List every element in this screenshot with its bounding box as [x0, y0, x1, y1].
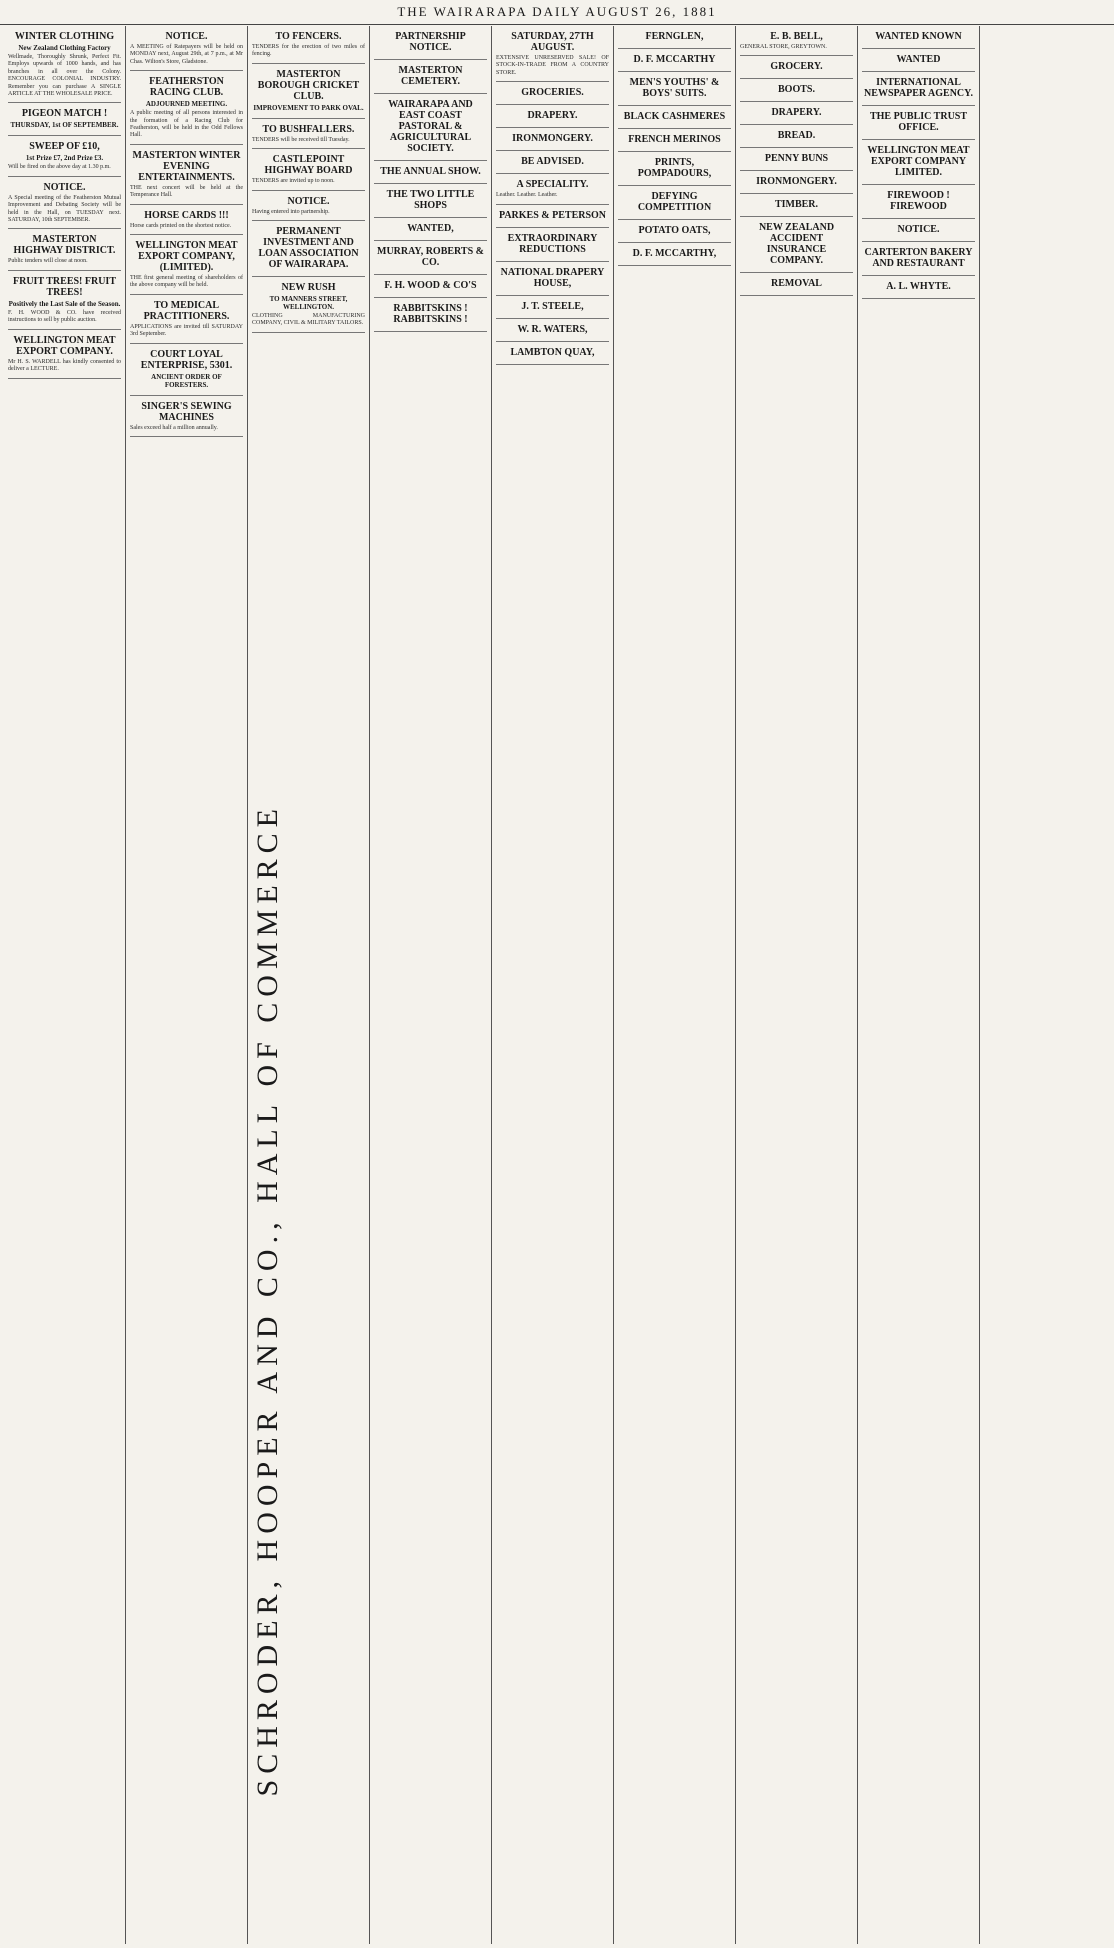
advertisement: [374, 277, 487, 298]
advertisement: [252, 151, 365, 190]
ad-title: WANTED,: [407, 223, 454, 234]
advertisement: [130, 28, 243, 71]
ad-title: MURRAY, ROBERTS & CO.: [377, 246, 484, 268]
advertisement: [374, 186, 487, 218]
advertisement: [252, 28, 365, 64]
advertisement: [618, 222, 731, 243]
column-7: [736, 26, 858, 1944]
advertisement: [862, 278, 975, 299]
ad-title: J. T. STEELE,: [521, 300, 584, 312]
advertisement: [374, 300, 487, 332]
advertisement: [252, 279, 365, 333]
masthead: THE WAIRARAPA DAILY AUGUST 26, 1881: [0, 0, 1114, 25]
advertisement: [740, 58, 853, 79]
ad-title: TO FENCERS.: [275, 31, 342, 42]
column-4: [370, 26, 492, 1944]
ad-body: Horse cards printed on the shortest notice.: [130, 222, 232, 229]
ad-title: WELLINGTON MEAT EXPORT COMPANY LIMITED.: [867, 145, 970, 178]
advertisement: [496, 153, 609, 174]
ad-title: TO BUSHFALLERS.: [262, 123, 355, 135]
ad-subtitle: ADJOURNED MEETING.: [145, 100, 228, 109]
advertisement: [862, 244, 975, 276]
ad-title: BE ADVISED.: [521, 156, 584, 168]
ad-title: NOTICE.: [897, 224, 940, 235]
ad-title: MASTERTON BOROUGH CRICKET CLUB.: [257, 68, 360, 102]
ad-title: PRINTS, POMPADOURS,: [637, 157, 712, 179]
ad-title: PARTNERSHIP NOTICE.: [395, 31, 466, 53]
ad-title: NOTICE.: [43, 181, 86, 193]
ad-body: Mr H. S. WARDELL has kindly consented to deliver a LECTURE.: [8, 358, 121, 373]
columns: [4, 26, 1110, 1944]
advertisement: [862, 221, 975, 242]
ad-subtitle: IMPROVEMENT TO PARK OVAL.: [253, 103, 364, 112]
ad-body: Public tenders will close at noon.: [8, 258, 88, 265]
vertical-banner-text: SCHRODER, HOOPER AND CO., HALL OF COMMERCE: [251, 803, 284, 1797]
ad-body: Leather. Leather. Leather.: [496, 192, 558, 199]
ad-body: A public meeting of all persons interested in the formation of a Racing Club for Featherston, will be held in the Odd Fellows Hall.: [130, 110, 243, 139]
ad-title: CASTLEPOINT HIGHWAY BOARD: [264, 154, 353, 177]
ad-title: TIMBER.: [774, 199, 819, 211]
ad-title: NATIONAL DRAPERY HOUSE,: [500, 266, 605, 289]
ad-title: FEATHERSTON RACING CLUB.: [149, 76, 224, 99]
advertisement: [8, 28, 121, 103]
advertisement: [8, 273, 121, 330]
ad-title: IRONMONGERY.: [756, 176, 837, 188]
column-8: [858, 26, 980, 1944]
ad-title: DRAPERY.: [527, 110, 578, 122]
advertisement: [618, 188, 731, 220]
advertisement: [740, 81, 853, 102]
advertisement: [862, 28, 975, 49]
advertisement: [496, 84, 609, 105]
advertisement: [618, 28, 731, 49]
advertisement: [740, 28, 853, 56]
advertisement: [130, 237, 243, 295]
advertisement: [496, 264, 609, 296]
ad-title: THE PUBLIC TRUST OFFICE.: [869, 111, 968, 133]
advertisement: [374, 28, 487, 60]
ad-body: APPLICATIONS are invited till SATURDAY 3rd September.: [130, 323, 243, 338]
ad-title: PERMANENT INVESTMENT AND LOAN ASSOCIATION OF WAIRARAPA.: [258, 226, 359, 271]
advertisement: [496, 28, 609, 82]
advertisement: [740, 104, 853, 125]
advertisement: [374, 243, 487, 275]
vertical-banner: [248, 700, 288, 1900]
ad-title: COURT LOYAL ENTERPRISE, 5301.: [140, 348, 233, 371]
ad-title: POTATO OATS,: [638, 225, 711, 236]
ad-title: DRAPERY.: [771, 107, 822, 119]
ad-title: HORSE CARDS !!!: [144, 209, 229, 221]
ad-title: BLACK CASHMERES: [623, 111, 726, 122]
ad-subtitle: ANCIENT ORDER OF FORESTERS.: [151, 372, 222, 389]
column-2: [126, 26, 248, 1944]
ad-body: Having entered into partnership.: [252, 208, 330, 215]
advertisement: [252, 66, 365, 119]
ad-title: F. H. WOOD & CO'S: [384, 280, 477, 291]
ad-title: SINGER'S SEWING MACHINES: [141, 400, 232, 423]
advertisement: [862, 142, 975, 185]
ad-title: A. L. WHYTE.: [886, 281, 951, 292]
advertisement: [252, 193, 365, 221]
ad-body: THE first general meeting of shareholders of the above company will be held.: [130, 275, 243, 289]
ad-subtitle: New Zealand Clothing Factory: [18, 44, 111, 52]
advertisement: [740, 275, 853, 296]
advertisement: [496, 321, 609, 342]
ad-title: MASTERTON WINTER EVENING ENTERTAINMENTS.: [132, 149, 241, 183]
advertisement: [618, 131, 731, 152]
ad-title: PENNY BUNS: [764, 153, 829, 165]
advertisement: [496, 176, 609, 204]
advertisement: [8, 231, 121, 270]
advertisement: [374, 163, 487, 184]
ad-body: Wellmade, Thoroughly Shrunk, Perfect Fit. Employs upwards of 1000 hands, and has branches in all over the Colony. ENCOURAGE COLONIAL INDUSTRY. Remember you can purchase A SINGLE ARTICLE AT THE WHOLESALE PRICE.: [8, 54, 121, 98]
ad-title: FRUIT TREES! FRUIT TREES!: [13, 275, 116, 298]
ad-title: IRONMONGERY.: [512, 133, 593, 145]
ad-title: INTERNATIONAL NEWSPAPER AGENCY.: [864, 77, 973, 99]
advertisement: [740, 219, 853, 273]
ad-title: THE TWO LITTLE SHOPS: [386, 189, 475, 211]
ad-title: MEN'S YOUTHS' & BOYS' SUITS.: [629, 77, 720, 99]
ad-title: GROCERIES.: [521, 87, 584, 99]
ad-body: GENERAL STORE, GREYTOWN.: [740, 44, 827, 50]
advertisement: [8, 179, 121, 230]
ad-title: NEW ZEALAND ACCIDENT INSURANCE COMPANY.: [758, 222, 835, 267]
ad-title: WANTED: [896, 54, 941, 65]
advertisement: [740, 173, 853, 194]
ad-title: PIGEON MATCH !: [21, 108, 108, 120]
ad-subtitle: THURSDAY, 1st OF SEPTEMBER.: [10, 121, 119, 130]
advertisement: [496, 298, 609, 319]
ad-title: FIREWOOD ! FIREWOOD: [887, 190, 950, 212]
column-6: [614, 26, 736, 1944]
advertisement: [618, 74, 731, 106]
ad-body: Sales exceed half a million annually.: [130, 424, 218, 431]
ad-title: WELLINGTON MEAT EXPORT COMPANY, (LIMITED).: [135, 240, 238, 274]
advertisement: [496, 207, 609, 228]
advertisement: [374, 220, 487, 241]
ad-title: D. F. MCCARTHY,: [632, 248, 717, 259]
ad-body: A MEETING of Ratepayers will be held on MONDAY next, August 29th, at 7 p.m., at Mr Chas. Wilton's Store, Gladstone.: [130, 44, 243, 65]
ad-subtitle: 1st Prize £7, 2nd Prize £3.: [25, 154, 104, 163]
advertisement: [862, 108, 975, 140]
advertisement: [618, 245, 731, 266]
ad-title: REMOVAL: [771, 278, 822, 290]
advertisement: [130, 207, 243, 235]
advertisement: [130, 346, 243, 396]
ad-title: BOOTS.: [778, 84, 815, 96]
ad-title: LAMBTON QUAY,: [510, 346, 595, 358]
ad-title: WINTER CLOTHING: [14, 31, 115, 42]
ad-title: MASTERTON HIGHWAY DISTRICT.: [13, 234, 116, 257]
advertisement: [130, 147, 243, 205]
advertisement: [740, 127, 853, 148]
ad-body: Will be fired on the above day at 1.30 p.m.: [8, 164, 111, 171]
ad-subtitle: TO MANNERS STREET, WELLINGTON.: [269, 295, 348, 312]
ad-body: THE next concert will be held at the Temperance Hall.: [130, 184, 243, 199]
ad-body: TENDERS will be received till Tuesday.: [252, 136, 350, 143]
advertisement: [618, 51, 731, 72]
advertisement: [862, 51, 975, 72]
ad-title: FRENCH MERINOS: [628, 134, 721, 145]
ad-title: SWEEP OF £10,: [29, 141, 100, 153]
ad-subtitle: Positively the Last Sale of the Season.: [8, 299, 121, 308]
ad-body: TENDERS for the erection of two miles of fencing.: [252, 44, 365, 58]
ad-title: WELLINGTON MEAT EXPORT COMPANY.: [13, 334, 116, 357]
column-9: [980, 26, 1102, 1944]
ad-title: NOTICE.: [165, 31, 208, 42]
advertisement: [8, 105, 121, 136]
ad-title: THE ANNUAL SHOW.: [380, 166, 481, 177]
ad-title: W. R. WATERS,: [517, 323, 588, 335]
ad-body: CLOTHING MANUFACTURING COMPANY, CIVIL & MILITARY TAILORS.: [252, 313, 365, 327]
advertisement: [862, 187, 975, 219]
advertisement: [130, 73, 243, 145]
ad-title: FERNGLEN,: [645, 31, 704, 42]
ad-title: TO MEDICAL PRACTITIONERS.: [143, 299, 230, 322]
ad-title: CARTERTON BAKERY AND RESTAURANT: [864, 247, 973, 269]
ad-title: E. B. BELL,: [770, 31, 823, 42]
ad-title: GROCERY.: [770, 61, 823, 73]
advertisement: [740, 196, 853, 217]
advertisement: [496, 107, 609, 128]
ad-title: RABBITSKINS ! RABBITSKINS !: [393, 303, 468, 325]
advertisement: [618, 108, 731, 129]
ad-title: WAIRARAPA AND EAST COAST PASTORAL & AGRICULTURAL SOCIETY.: [388, 99, 473, 154]
ad-body: EXTENSIVE UNRESERVED SALE! OF STOCK-IN-TRADE FROM A COUNTRY STORE.: [496, 55, 609, 76]
advertisement: [618, 154, 731, 186]
ad-title: D. F. MCCARTHY: [633, 54, 716, 65]
ad-title: WANTED KNOWN: [875, 31, 962, 42]
advertisement: [252, 223, 365, 277]
advertisement: [252, 121, 365, 149]
advertisement: [130, 398, 243, 437]
ad-title: NOTICE.: [287, 195, 330, 207]
ad-title: PARKES & PETERSON: [498, 209, 607, 221]
ad-body: A Special meeting of the Featherston Mutual Improvement and Debating Society will be held in the Hall, on TUESDAY next. SATURDAY, 10th SEPTEMBER.: [8, 194, 121, 224]
ad-title: BREAD.: [777, 130, 816, 142]
advertisement: [862, 74, 975, 106]
ad-title: DEFYING COMPETITION: [637, 191, 712, 213]
ad-title: EXTRAORDINARY REDUCTIONS: [507, 232, 598, 255]
advertisement: [496, 344, 609, 365]
advertisement: [8, 138, 121, 176]
advertisement: [8, 332, 121, 379]
ad-title: NEW RUSH: [281, 282, 336, 294]
ad-title: SATURDAY, 27TH AUGUST.: [511, 31, 594, 53]
advertisement: [496, 230, 609, 262]
ad-body: TENDERS are invited up to noon.: [252, 178, 335, 185]
ad-body: F. H. WOOD & CO. have received instructions to sell by public auction.: [8, 309, 121, 324]
advertisement: [496, 130, 609, 151]
ad-title: A SPECIALITY.: [516, 179, 589, 191]
advertisement: [374, 62, 487, 94]
advertisement: [130, 297, 243, 344]
advertisement: [374, 96, 487, 161]
ad-title: MASTERTON CEMETERY.: [398, 65, 463, 87]
advertisement: [740, 150, 853, 171]
column-5: [492, 26, 614, 1944]
column-1: [4, 26, 126, 1944]
